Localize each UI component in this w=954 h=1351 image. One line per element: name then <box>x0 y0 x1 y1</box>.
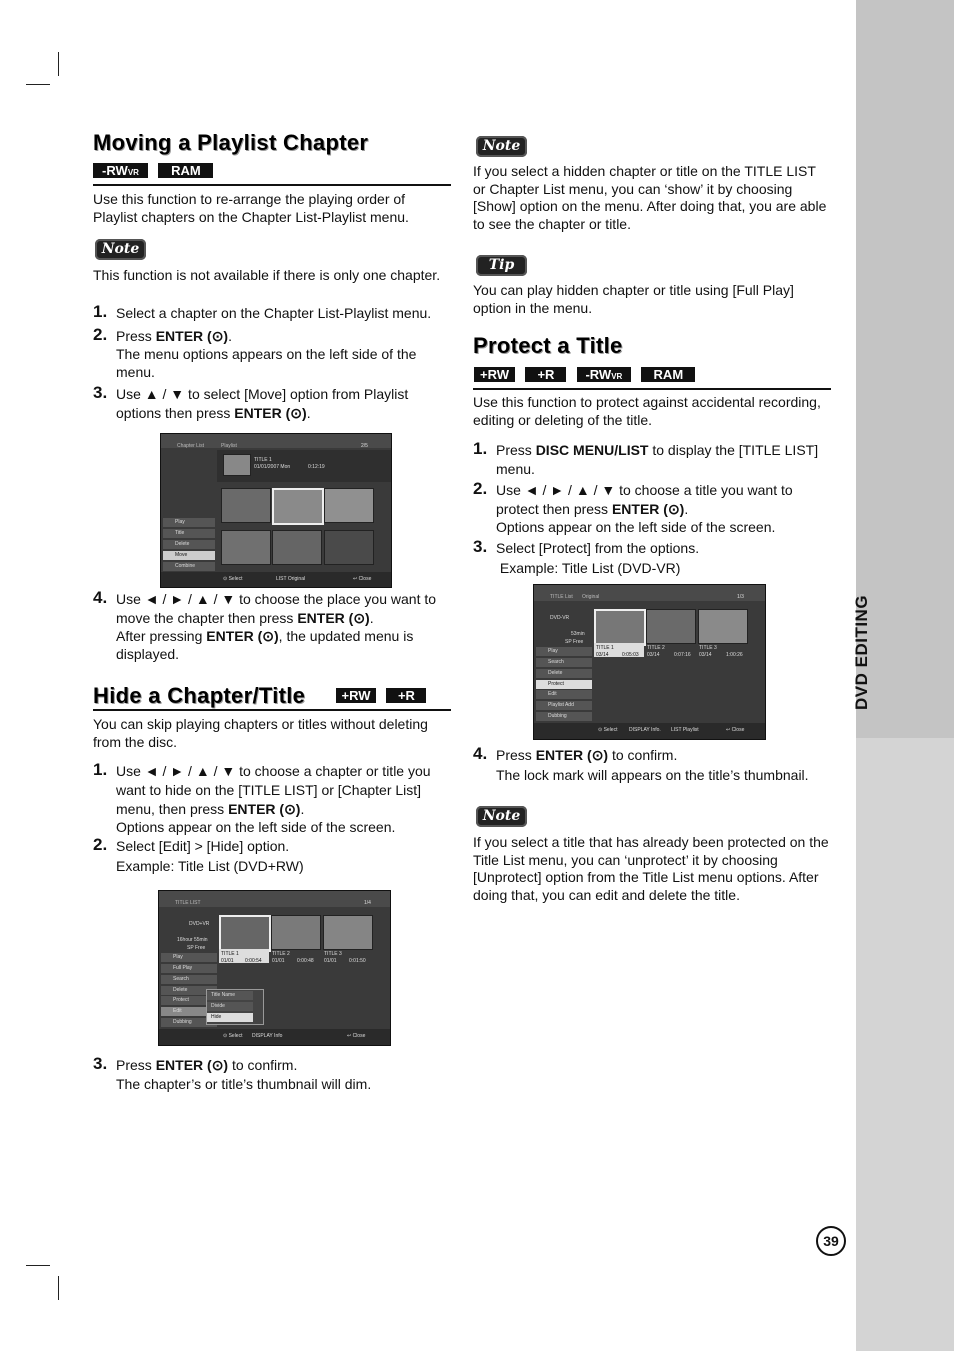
footer-info: DISPLAY Info <box>252 1033 283 1039</box>
submenu-item-hide[interactable]: Hide <box>207 1013 253 1022</box>
title-date: 01/01 <box>221 958 234 964</box>
title-name: TITLE 1 <box>596 645 614 651</box>
step-text: Use ▲ / ▼ to select [Move] option from Playlist options then press <box>116 386 409 421</box>
screen-header-mid: Playlist <box>221 443 237 449</box>
step-bold: ENTER (⊙) <box>228 801 301 817</box>
screen-header-left: TITLE List <box>550 594 573 600</box>
moving-title: Moving a Playlist Chapter <box>93 130 369 155</box>
protect-step-1 <box>473 439 831 479</box>
title-date: 03/14 <box>699 652 712 658</box>
step-bold: ENTER (⊙) <box>234 405 307 421</box>
title-thumbnail[interactable] <box>646 609 696 644</box>
title-thumbnail[interactable] <box>698 609 748 644</box>
footer-close: ↩ Close <box>347 1033 366 1039</box>
section-rule <box>93 709 451 711</box>
submenu-item-title-name[interactable]: Title Name <box>207 991 253 1000</box>
step-number: 2. <box>93 835 108 854</box>
protect-step-4 <box>473 744 831 785</box>
chapter-thumbnail-selected[interactable] <box>272 488 324 525</box>
menu-item-delete[interactable]: Delete <box>163 540 215 549</box>
hide-badges <box>336 687 432 705</box>
hidden-note-text: If you select a hidden chapter or title on the TITLE LIST or Chapter List menu, you can ‘show’ it by choosing [Show] option on the menu. After doing that, you are able to see the chapter or title. <box>473 163 827 232</box>
step-text: Select [Edit] > [Hide] option. <box>116 838 290 854</box>
footer-select: ⊙ Select <box>223 576 243 582</box>
menu-item-dubbing[interactable]: Dubbing <box>536 712 592 721</box>
menu-item-delete[interactable]: Delete <box>536 669 592 678</box>
step-text: Press <box>496 747 536 763</box>
menu-item-play[interactable]: Play <box>536 647 592 656</box>
protect-note-text: If you select a title that has already been protected on the Title List menu, you can ‘unprotect’ it by choosing [Unprotect] option from the Title List menu options. After doing that, you can edit and delete the title. <box>473 834 829 903</box>
chapter-thumbnail[interactable] <box>221 488 271 523</box>
protect-intro: Use this function to protect against accidental recording, editing or deleting of the title. <box>473 394 821 428</box>
protect-badges <box>474 366 701 384</box>
moving-intro: Use this function to re-arrange the playing order of Playlist chapters on the Chapter List-Playlist menu. <box>93 191 409 225</box>
step-text: Press <box>496 442 536 458</box>
title-date: 03/14 <box>647 652 660 658</box>
title-thumbnail[interactable] <box>271 915 321 950</box>
step-text: to confirm. <box>228 1057 298 1073</box>
footer-original: LIST Original <box>276 576 306 582</box>
menu-item-dubbing[interactable]: Dubbing <box>161 1018 217 1027</box>
protect-title: Protect a Title <box>473 333 623 358</box>
step-extra: The chapter’s or title’s thumbnail will dim. <box>116 1076 372 1092</box>
moving-note-text: This function is not available if there is only one chapter. <box>93 267 441 283</box>
section-rule <box>473 388 831 390</box>
section-rule <box>93 184 451 186</box>
menu-item-edit[interactable]: Edit <box>536 690 592 699</box>
screen-header-right: 1/4 <box>364 900 371 906</box>
step-extra: Example: Title List (DVD+RW) <box>116 858 304 874</box>
crop-mark <box>26 1265 50 1266</box>
step-text: Use ◄ / ► / ▲ / ▼ to choose the place you want to move the chapter then press <box>116 591 437 626</box>
format-badge: +R <box>525 367 566 382</box>
title-name: TITLE 3 <box>324 951 342 957</box>
step-text: Use ◄ / ► / ▲ / ▼ to choose a chapter or title you want to hide on the [TITLE LIST] or [Chapter List] menu, then press <box>116 763 431 817</box>
menu-item-search[interactable]: Search <box>161 975 217 984</box>
step-number: 2. <box>93 325 108 344</box>
moving-step-2 <box>93 325 451 381</box>
step-number: 3. <box>93 1054 108 1073</box>
disc-type: DVD+VR <box>189 921 210 927</box>
step-number: 1. <box>473 439 488 458</box>
info-title: TITLE 1 <box>254 457 272 463</box>
step-extra: Options appear on the left side of the screen. <box>116 819 396 835</box>
step-text: . <box>228 328 232 344</box>
title-name: TITLE 2 <box>272 951 290 957</box>
hide-intro: You can skip playing chapters or titles without deleting from the disc. <box>93 716 428 750</box>
note-badge: Note <box>476 136 527 157</box>
tip-badge: Tip <box>476 255 527 276</box>
disc-type: DVD-VR <box>550 615 570 621</box>
footer-playlist: LIST Playlist <box>671 727 699 733</box>
menu-item-protect[interactable]: Protect <box>161 996 217 1005</box>
step-number: 4. <box>473 744 488 763</box>
step-text: . <box>300 801 305 817</box>
protect-step-3 <box>473 537 831 579</box>
protect-title-list-screen <box>533 584 766 740</box>
remaining-time: 16hour 55min <box>177 937 208 943</box>
step-number: 4. <box>93 588 108 607</box>
step-number: 3. <box>93 383 108 402</box>
chapter-thumbnail[interactable] <box>221 530 271 565</box>
crop-mark <box>58 52 59 76</box>
moving-step-1 <box>93 302 451 323</box>
screen-header-left: Chapter List <box>177 443 204 449</box>
step-number: 2. <box>473 479 488 498</box>
moving-step-4 <box>93 588 451 663</box>
step-text: Press <box>116 1057 156 1073</box>
step-number: 3. <box>473 537 488 556</box>
menu-item-edit[interactable]: Edit <box>161 1007 217 1016</box>
free-space: SP Free <box>565 639 584 645</box>
menu-item-title[interactable]: Title <box>163 529 215 538</box>
format-badge: +R <box>386 688 426 703</box>
step-text: to confirm. <box>608 747 678 763</box>
menu-item-search[interactable]: Search <box>536 658 592 667</box>
free-space: SP Free <box>187 945 206 951</box>
title-time: 1:00:26 <box>726 652 743 658</box>
step-bold: ENTER (⊙) <box>535 747 609 763</box>
title-thumbnail-selected[interactable] <box>594 609 646 646</box>
step-text: Use ◄ / ► / ▲ / ▼ to choose a title you want to protect then press <box>496 482 793 517</box>
menu-item-delete[interactable]: Delete <box>161 986 217 995</box>
menu-item-playlist-add[interactable]: Playlist Add <box>536 701 592 710</box>
remaining-time: 53min <box>571 631 585 637</box>
footer-close: ↩ Close <box>726 727 745 733</box>
crop-mark <box>26 84 50 85</box>
screen-header-right: 2/5 <box>361 443 368 449</box>
format-badge: -RWVR <box>93 163 148 178</box>
note-badge: Note <box>476 806 527 827</box>
title-time: 0:05:03 <box>622 652 639 658</box>
moving-badges <box>93 162 219 180</box>
title-name: TITLE 3 <box>699 645 717 651</box>
menu-item-play[interactable]: Play <box>161 953 217 962</box>
screen-header-left: TITLE LIST <box>175 900 201 906</box>
footer-select: ⊙ Select <box>223 1033 243 1039</box>
moving-step-3 <box>93 383 451 423</box>
step-text: Press <box>116 328 156 344</box>
step-text: . <box>369 610 374 626</box>
hide-step-1 <box>93 760 451 837</box>
footer-close: ↩ Close <box>353 576 372 582</box>
title-date: 01/01 <box>272 958 285 964</box>
step-bold: ENTER (⊙) <box>155 1057 229 1073</box>
hide-step-3 <box>93 1054 451 1094</box>
screen-header-right: 1/3 <box>737 594 744 600</box>
chapter-thumbnail-empty <box>324 530 374 565</box>
section-label: DVD EDITING <box>852 594 871 710</box>
menu-item-protect[interactable]: Protect <box>536 680 592 689</box>
submenu-item-divide[interactable]: Divide <box>207 1002 253 1011</box>
title-time: 0:01:50 <box>349 958 366 964</box>
step-text: . <box>306 405 311 421</box>
format-badge: -RWVR <box>577 367 631 382</box>
chapter-list-screen <box>160 433 392 588</box>
step-bold: ENTER (⊙) <box>155 328 229 344</box>
chapter-thumbnail[interactable] <box>324 488 374 523</box>
tip-text: You can play hidden chapter or title using [Full Play] option in the menu. <box>473 282 794 316</box>
format-badge: +RW <box>474 367 515 382</box>
menu-item-move[interactable]: Move <box>163 551 215 560</box>
step-text: Select a chapter on the Chapter List-Playlist menu. <box>116 305 432 321</box>
page-number: 39 <box>816 1226 846 1256</box>
title-thumbnail-selected[interactable] <box>219 915 271 952</box>
step-bold: DISC MENU/LIST <box>535 442 649 458</box>
hide-title: Hide a Chapter/Title <box>93 683 306 708</box>
step-bold: ENTER (⊙) <box>297 610 370 626</box>
menu-item-combine[interactable]: Combine <box>163 562 215 571</box>
footer-info: DISPLAY Info. <box>629 727 661 733</box>
step-extra: After pressing ENTER (⊙), the updated menu is displayed. <box>116 628 414 662</box>
menu-item-play[interactable]: Play <box>163 518 215 527</box>
info-date: 01/01/2007 Mon <box>254 464 291 470</box>
info-thumbnail <box>223 454 251 476</box>
title-thumbnail[interactable] <box>323 915 373 950</box>
title-list-screen <box>158 890 391 1046</box>
step-extra: The menu options appears on the left side of the menu. <box>116 346 417 380</box>
screen-header-mid: Original <box>582 594 600 600</box>
hide-step-2 <box>93 835 451 877</box>
title-time: 0:00:48 <box>297 958 314 964</box>
chapter-thumbnail[interactable] <box>272 530 322 565</box>
step-bold: ENTER (⊙) <box>611 501 685 517</box>
step-text: to display the [TITLE LIST] menu. <box>496 442 819 477</box>
step-number: 1. <box>93 302 108 321</box>
step-number: 1. <box>93 760 108 779</box>
format-badge: RAM <box>641 367 695 382</box>
title-date: 03/14 <box>596 652 609 658</box>
title-time: 0:00:54 <box>245 958 262 964</box>
format-badge: RAM <box>158 163 213 178</box>
title-date: 01/01 <box>324 958 337 964</box>
step-text: Select [Protect] from the options. <box>496 540 700 556</box>
title-name: TITLE 2 <box>647 645 665 651</box>
step-extra: Options appear on the left side of the screen. <box>496 519 776 535</box>
footer-select: ⊙ Select <box>598 727 618 733</box>
format-badge: +RW <box>336 688 376 703</box>
menu-item-full-play[interactable]: Full Play <box>161 964 217 973</box>
step-extra: The lock mark will appears on the title’s thumbnail. <box>496 767 809 783</box>
title-name: TITLE 1 <box>221 951 239 957</box>
crop-mark <box>58 1276 59 1300</box>
step-extra: Example: Title List (DVD-VR) <box>496 560 681 576</box>
info-time: 0:12:19 <box>308 464 325 470</box>
note-badge: Note <box>95 239 146 260</box>
protect-step-2 <box>473 479 831 536</box>
step-text: . <box>684 501 689 517</box>
title-time: 0:07:16 <box>674 652 691 658</box>
